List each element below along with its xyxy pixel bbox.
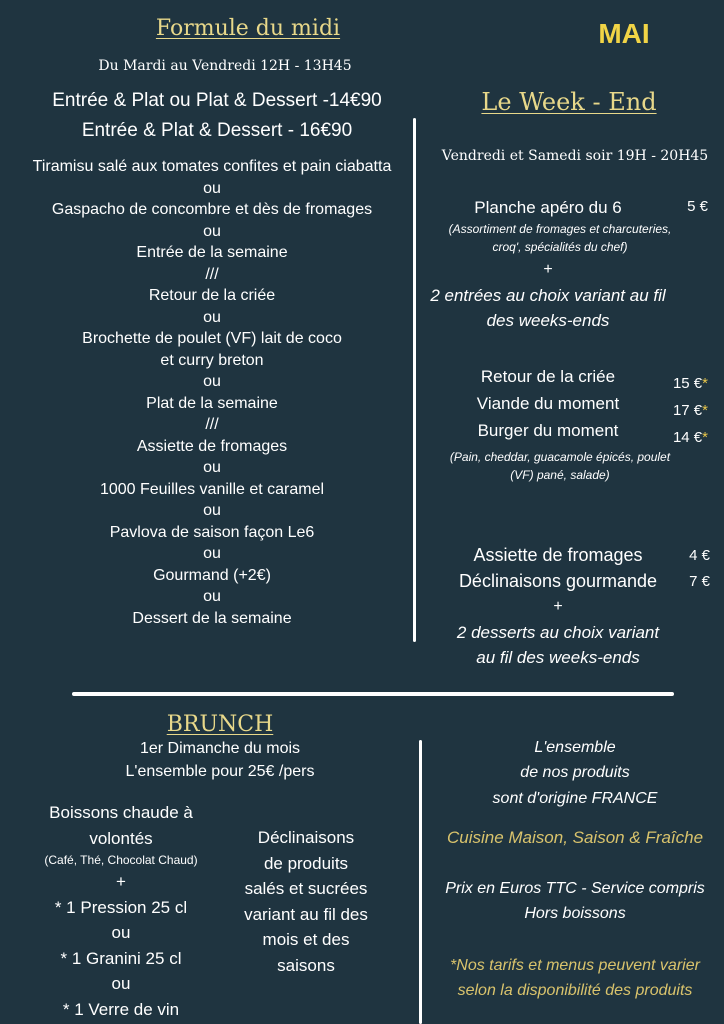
origin-line-2: de nos produits bbox=[520, 764, 630, 781]
brunch-decl-line: Déclinaisons bbox=[257, 828, 355, 847]
prix-line-2: Hors boissons bbox=[524, 905, 626, 922]
brunch-decl-line: saisons bbox=[277, 955, 335, 975]
main-dish-price bbox=[652, 375, 708, 392]
cuisine-note: Cuisine Maison, Saison & Fraîche bbox=[446, 828, 704, 847]
entrees-line-2: des weeks-ends bbox=[486, 311, 610, 330]
brunch-drinks bbox=[10, 800, 232, 1022]
brunch-decl-line: mois et des bbox=[262, 930, 350, 949]
midi-item: Tiramisu salé aux tomates confites et pain ciabatta bbox=[32, 158, 392, 175]
brunch-drink-line: + bbox=[116, 872, 126, 891]
brunch-decl-line: de produits bbox=[263, 853, 349, 873]
midi-item: ou bbox=[203, 502, 221, 519]
midi-item: Gourmand (+2€) bbox=[153, 566, 271, 584]
desserts-choice-1: 2 desserts au choix variant bbox=[456, 623, 660, 642]
main-dish-name: Retour de la criée bbox=[480, 367, 616, 386]
midi-item: Assiette de fromages bbox=[136, 437, 288, 455]
midi-title: Formule du midi bbox=[155, 16, 341, 41]
midi-item: ou bbox=[203, 373, 221, 390]
brunch-drink-line: Boissons chaude à bbox=[49, 803, 193, 822]
midi-item: 1000 Feuilles vanille et caramel bbox=[99, 480, 325, 498]
brunch-title: BRUNCH bbox=[166, 712, 274, 737]
planche-note-1: (Assortiment de fromages et charcuteries, bbox=[448, 222, 672, 236]
midi-item: ou bbox=[203, 222, 221, 240]
entrees-line-1: 2 entrées au choix variant au fil bbox=[430, 286, 666, 305]
planche-name: Planche apéro du 6 bbox=[474, 198, 622, 217]
midi-item: Gaspacho de concombre et dès de fromages bbox=[51, 201, 373, 218]
brunch-drink-line: ou bbox=[111, 974, 131, 993]
midi-item: Brochette de poulet (VF) lait de coco bbox=[82, 330, 342, 347]
planche-note-2: croq', spécialités du chef) bbox=[492, 240, 628, 254]
main-dish-name: Viande du moment bbox=[476, 394, 620, 413]
main-dish-star: * bbox=[702, 429, 708, 446]
main-dish-name: Burger du moment bbox=[477, 421, 619, 440]
horizontal-divider bbox=[72, 692, 674, 696]
prix-line-1: Prix en Euros TTC - Service compris bbox=[445, 880, 705, 897]
main-dish-star: * bbox=[702, 375, 708, 392]
main-dish-price-value: 14 € bbox=[672, 429, 703, 446]
desserts-choice-2: au fil des weeks-ends bbox=[476, 648, 640, 667]
brunch-decl-line: salés et sucrées bbox=[244, 879, 368, 898]
brunch-drink-line: * 1 Granini 25 cl bbox=[60, 948, 182, 968]
midi-item: ou bbox=[203, 588, 221, 605]
origin-line-3: sont d'origine FRANCE bbox=[492, 790, 658, 807]
midi-item: Retour de la criée bbox=[148, 287, 276, 304]
main-dish-star: * bbox=[702, 402, 708, 419]
planche-price: 5 € bbox=[687, 198, 708, 215]
dessert-name: Assiette de fromages bbox=[473, 545, 643, 565]
main-dish-price-value: 15 € bbox=[672, 375, 703, 392]
brunch-drink-line: ou bbox=[111, 923, 131, 942]
midi-items-list bbox=[10, 156, 414, 629]
brunch-sub-2: L'ensemble pour 25€ /pers bbox=[125, 763, 315, 780]
tarifs-line-1: *Nos tarifs et menus peuvent varier bbox=[450, 957, 700, 974]
weekend-hours: Vendredi et Samedi soir 19H - 20H45 bbox=[441, 148, 709, 164]
main-dish-price bbox=[652, 429, 708, 446]
midi-formula-2: Entrée & Plat & Dessert - 16€90 bbox=[81, 120, 353, 141]
midi-item: ou bbox=[203, 545, 221, 562]
burger-note-2: (VF) pané, salade) bbox=[510, 468, 610, 482]
midi-item: et curry breton bbox=[160, 351, 264, 369]
midi-item: ou bbox=[203, 179, 221, 197]
brunch-drink-line: * 1 Verre de vin bbox=[62, 999, 180, 1019]
dessert-price: 4 € bbox=[689, 547, 710, 564]
origin-line-1: L'ensemble bbox=[534, 739, 616, 756]
vertical-divider-top bbox=[413, 118, 416, 642]
burger-note-1: (Pain, cheddar, guacamole épicés, poulet bbox=[449, 450, 671, 464]
brunch-drink-line: * 1 Pression 25 cl bbox=[54, 897, 188, 917]
tarifs-line-2: selon la disponibilité des produits bbox=[457, 982, 693, 999]
midi-item: /// bbox=[205, 416, 219, 433]
midi-item: Entrée de la semaine bbox=[136, 244, 288, 261]
dessert-price: 7 € bbox=[689, 573, 710, 590]
brunch-drink-line: volontés bbox=[89, 828, 153, 848]
midi-item: Plat de la semaine bbox=[146, 394, 278, 412]
brunch-sub-1: 1er Dimanche du mois bbox=[139, 740, 301, 757]
midi-days: Du Mardi au Vendredi 12H - 13H45 bbox=[98, 58, 352, 74]
main-dish-price-value: 17 € bbox=[672, 402, 703, 419]
brunch-declinaisons bbox=[228, 825, 384, 978]
midi-formula-1: Entrée & Plat ou Plat & Dessert -14€90 bbox=[52, 90, 382, 111]
month-label: MAI bbox=[598, 18, 650, 49]
plus-sign-2: + bbox=[553, 598, 563, 615]
plus-sign-1: + bbox=[543, 261, 553, 278]
midi-item: ou bbox=[203, 459, 221, 476]
midi-item: Pavlova de saison façon Le6 bbox=[109, 523, 315, 541]
vertical-divider-bottom bbox=[419, 740, 422, 1024]
main-dish-price bbox=[652, 402, 708, 419]
midi-item: ou bbox=[203, 308, 221, 326]
midi-item: Dessert de la semaine bbox=[132, 609, 292, 627]
dessert-name: Déclinaisons gourmande bbox=[458, 571, 658, 591]
midi-item: /// bbox=[205, 265, 219, 283]
weekend-title: Le Week - End bbox=[481, 88, 657, 116]
brunch-decl-line: variant au fil des bbox=[244, 904, 368, 924]
brunch-drink-line: (Café, Thé, Chocolat Chaud) bbox=[44, 853, 198, 867]
